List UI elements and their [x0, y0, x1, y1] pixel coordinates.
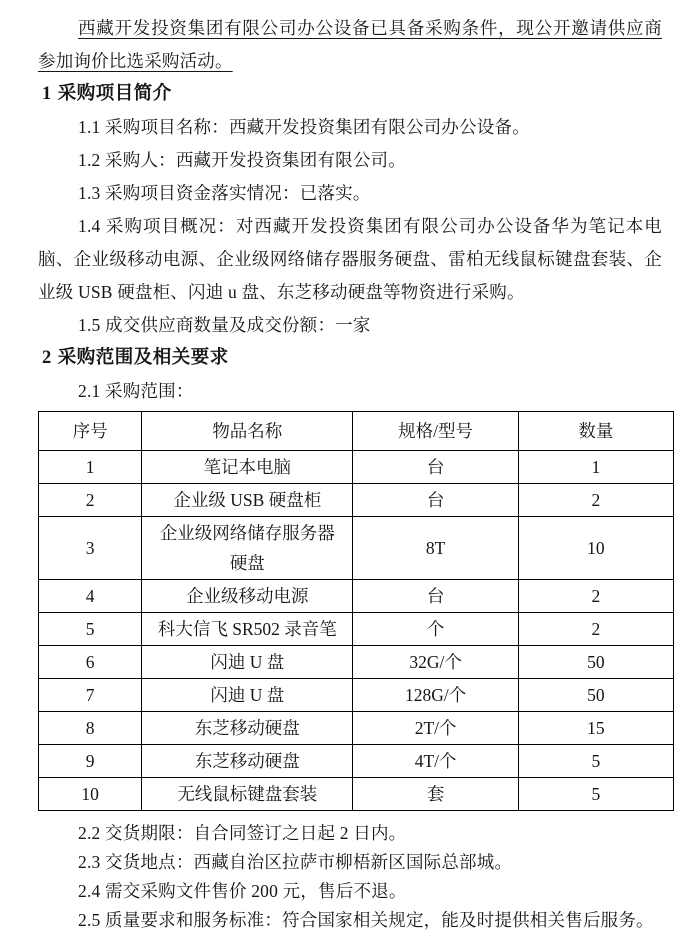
- cell-name: 笔记本电脑: [142, 451, 353, 484]
- table-row: [39, 646, 674, 679]
- procurement-items-table: [38, 411, 674, 811]
- table-row: [39, 712, 674, 745]
- cell-qty: 1: [518, 451, 673, 484]
- table-row: [39, 484, 674, 517]
- cell-spec: 台: [353, 484, 518, 517]
- column-header-seq: 序号: [39, 412, 142, 451]
- cell-name: 闪迪 U 盘: [142, 679, 353, 712]
- cell-qty: 50: [518, 646, 673, 679]
- cell-seq: 1: [39, 451, 142, 484]
- column-header-qty: 数量: [518, 412, 673, 451]
- cell-seq: 3: [39, 517, 142, 580]
- cell-spec: 128G/个: [353, 679, 518, 712]
- section1-heading-text: 采购项目简介: [57, 84, 172, 104]
- cell-seq: 10: [39, 778, 142, 811]
- clause-2-1: 2.1 采购范围：: [78, 381, 194, 401]
- cell-qty: 15: [518, 712, 673, 745]
- cell-name: 企业级网络储存服务器硬盘: [142, 517, 353, 580]
- table-row: [39, 679, 674, 712]
- table-row: [39, 580, 674, 613]
- clause-2-4: 2.4 需交采购文件售价 200 元，售后不退。: [78, 881, 407, 901]
- cell-qty: 2: [518, 580, 673, 613]
- section1-heading-number: 1: [42, 84, 52, 104]
- cell-seq: 2: [39, 484, 142, 517]
- cell-spec: 个: [353, 613, 518, 646]
- cell-spec: 32G/个: [353, 646, 518, 679]
- clause-1-5: 1.5 成交供应商数量及成交份额：一家: [78, 315, 371, 335]
- cell-spec: 4T/个: [353, 745, 518, 778]
- cell-seq: 6: [39, 646, 142, 679]
- cell-spec: 台: [353, 451, 518, 484]
- cell-name: 无线鼠标键盘套装: [142, 778, 353, 811]
- clause-2-3: 2.3 交货地点：西藏自治区拉萨市柳梧新区国际总部城。: [78, 852, 513, 872]
- cell-spec: 套: [353, 778, 518, 811]
- cell-spec: 2T/个: [353, 712, 518, 745]
- clause-2-5: 2.5 质量要求和服务标准：符合国家相关规定，能及时提供相关售后服务。: [78, 910, 654, 930]
- table-row: [39, 451, 674, 484]
- cell-seq: 8: [39, 712, 142, 745]
- clause-1-4: 1.4 采购项目概况：对西藏开发投资集团有限公司办公设备华为笔记本电脑、企业级移动电源、企业级网络储存器服务硬盘、雷柏无线鼠标键盘套装、企业级 USB 硬盘柜、闪迪 u 盘、东芝移动硬盘等物资进行采购。: [38, 216, 662, 302]
- cell-seq: 4: [39, 580, 142, 613]
- cell-seq: 5: [39, 613, 142, 646]
- table-row: [39, 613, 674, 646]
- cell-qty: 2: [518, 613, 673, 646]
- cell-spec: 台: [353, 580, 518, 613]
- cell-name: 东芝移动硬盘: [142, 745, 353, 778]
- section2-heading: [38, 342, 662, 375]
- clause-2-2: 2.2 交货期限：自合同签订之日起 2 日内。: [78, 823, 407, 843]
- cell-name: 闪迪 U 盘: [142, 646, 353, 679]
- cell-qty: 10: [518, 517, 673, 580]
- table-row: [39, 745, 674, 778]
- intro-paragraph: [38, 12, 662, 78]
- clause-1-1: 1.1 采购项目名称：西藏开发投资集团有限公司办公设备。: [78, 117, 530, 137]
- intro-text: 西藏开发投资集团有限公司办公设备已具备采购条件，现公开邀请供应商参加询价比选采购活动。: [38, 18, 662, 71]
- table-row: [39, 517, 674, 580]
- section2-heading-number: 2: [42, 348, 52, 368]
- column-header-spec: 规格/型号: [353, 412, 518, 451]
- cell-seq: 7: [39, 679, 142, 712]
- cell-qty: 5: [518, 745, 673, 778]
- cell-qty: 2: [518, 484, 673, 517]
- table-row: [39, 778, 674, 811]
- cell-name: 企业级移动电源: [142, 580, 353, 613]
- section2-clauses: [38, 819, 662, 935]
- section1-heading: [38, 78, 662, 111]
- cell-qty: 5: [518, 778, 673, 811]
- table-header-row: [39, 412, 674, 451]
- column-header-name: 物品名称: [142, 412, 353, 451]
- cell-seq: 9: [39, 745, 142, 778]
- cell-qty: 50: [518, 679, 673, 712]
- section2-heading-text: 采购范围及相关要求: [57, 348, 229, 368]
- cell-name: 东芝移动硬盘: [142, 712, 353, 745]
- cell-name: 企业级 USB 硬盘柜: [142, 484, 353, 517]
- cell-name: 科大信飞 SR502 录音笔: [142, 613, 353, 646]
- cell-spec: 8T: [353, 517, 518, 580]
- clause-1-2: 1.2 采购人：西藏开发投资集团有限公司。: [78, 150, 406, 170]
- clause-1-3: 1.3 采购项目资金落实情况：已落实。: [78, 183, 371, 203]
